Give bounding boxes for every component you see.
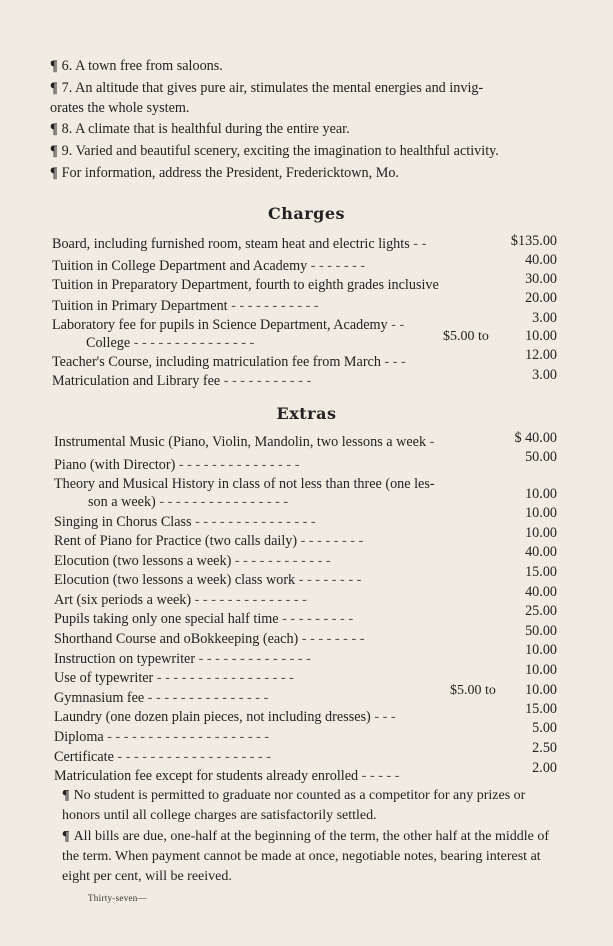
intro-line-2 (50, 80, 483, 97)
leader-dots: - - - (384, 354, 406, 370)
extra-label: Instrumental Music (Piano, Violin, Mandolin, two lessons a week (54, 434, 427, 450)
extras-row (54, 572, 361, 589)
extra-label: Theory and Musical History in class of not less than three (one les- (54, 476, 435, 492)
leader-dots: - - - - - - - - - - - - - - - (133, 335, 255, 351)
extras-row (54, 651, 311, 668)
paragraph-mark: ¶ (50, 58, 58, 74)
extras-row (54, 592, 307, 609)
extra-amount: 2.50 (532, 740, 557, 756)
paragraph-mark: ¶ (50, 165, 58, 181)
leader-dots: - - - - - - - - - - - - - - (194, 592, 307, 608)
paragraph-mark: ¶ (62, 788, 70, 803)
extra-amount: 40.00 (525, 544, 557, 560)
extra-amount: 5.00 (532, 720, 557, 736)
charge-label: Tuition in College Department and Academy (52, 258, 308, 274)
extra-range-start: $5.00 to (450, 683, 496, 698)
intro-text: For information, address the President, Fredericktown, Mo. (61, 165, 399, 181)
leader-dots: - - - - - - - (310, 258, 366, 274)
charges-row (52, 298, 319, 315)
extras-row (54, 749, 271, 766)
extra-label: Rent of Piano for Practice (two calls daily) (54, 533, 298, 549)
leader-dots: - - - - - - - - - - - - - - - - (159, 494, 289, 510)
paragraph-mark: ¶ (50, 121, 58, 137)
charge-label: Tuition in Preparatory Department, fourth to eighth grades inclusive (52, 277, 439, 293)
charge-range-start: $5.00 to (443, 329, 489, 344)
extra-label: Laundry (one dozen plain pieces, not including dresses) (54, 709, 371, 725)
extra-label: Elocution (two lessons a week) class work (54, 572, 296, 588)
charge-label: College (86, 335, 131, 351)
extras-row (88, 494, 288, 511)
extra-amount: 40.00 (525, 584, 557, 600)
leader-dots: - - - - - (361, 768, 400, 784)
intro-line-1 (50, 58, 223, 75)
extra-amount: 10.00 (525, 486, 557, 502)
extra-amount: 10.00 (525, 682, 557, 698)
charges-row (52, 317, 404, 334)
charges-row (86, 335, 254, 352)
extras-row (54, 434, 434, 451)
extras-row (54, 670, 294, 687)
extra-amount: 50.00 (525, 623, 557, 639)
extras-row (54, 553, 331, 570)
intro-line-5 (50, 143, 499, 160)
charge-amount: 10.00 (525, 328, 557, 344)
leader-dots: - - - - - - - - - - - - - - - (147, 690, 269, 706)
extra-amount: 25.00 (525, 603, 557, 619)
extras-row (54, 690, 268, 707)
extras-row (54, 631, 364, 648)
extra-label: Art (six periods a week) (54, 592, 192, 608)
leader-dots: - - (391, 317, 405, 333)
charge-label: Laboratory fee for pupils in Science Department, Academy (52, 317, 388, 333)
note-bills (62, 827, 562, 887)
leader-dots: - - - - - - - - - - - - - - (198, 651, 311, 667)
charges-row (52, 277, 439, 294)
note-graduation (62, 786, 562, 826)
leader-dots: - - - - - - - - - - - - - - - - - - - (117, 749, 272, 765)
charge-amount: 12.00 (525, 347, 557, 363)
leader-dots: - - - - - - - - (301, 631, 365, 647)
charge-label: Board, including furnished room, steam heat and electric lights (52, 236, 410, 252)
charge-amount: 40.00 (525, 252, 557, 268)
charge-label: Matriculation and Library fee (52, 373, 221, 389)
charges-row (52, 236, 426, 253)
leader-dots: - - - - - - - - - - - (231, 298, 319, 314)
paragraph-mark: ¶ (50, 80, 58, 96)
intro-line-3 (50, 100, 189, 117)
extra-label: Gymnasium fee (54, 690, 145, 706)
extra-amount: 15.00 (525, 564, 557, 580)
leader-dots: - (429, 434, 435, 450)
extras-row (54, 611, 353, 628)
charges-row (52, 258, 365, 275)
charges-row (52, 354, 406, 371)
intro-text: 8. A climate that is healthful during the entire year. (61, 121, 350, 137)
page-number: Thirty-seven— (88, 893, 147, 903)
extra-amount: 10.00 (525, 662, 557, 678)
extra-amount: 2.00 (532, 760, 557, 776)
leader-dots: - - - - - - - - - - - - - - - - - (156, 670, 294, 686)
extras-row (54, 476, 435, 493)
intro-text: 7. An altitude that gives pure air, stimulates the mental energies and invig- (61, 80, 484, 96)
extras-row (54, 709, 396, 726)
intro-line-4 (50, 121, 350, 138)
charge-label: Teacher's Course, including matriculation fee from March (52, 354, 381, 370)
intro-line-6 (50, 165, 399, 182)
extra-label: Piano (with Director) (54, 457, 176, 473)
charge-amount: 3.00 (532, 367, 557, 383)
extra-amount: $ 40.00 (514, 430, 557, 446)
extra-amount: 50.00 (525, 449, 557, 465)
charge-amount: 3.00 (532, 310, 557, 326)
charge-amount: 20.00 (525, 290, 557, 306)
charge-label: Tuition in Primary Department (52, 298, 228, 314)
leader-dots: - - - - - - - - - - - - - - - (195, 514, 316, 530)
note-text: No student is permitted to graduate nor counted as a competitor for any prizes or honors until all college charges are satisfactorily settled. (62, 788, 526, 823)
extras-heading: Extras (276, 404, 337, 423)
extra-label: Elocution (two lessons a week) (54, 553, 232, 569)
charges-row (52, 373, 311, 390)
charge-amount: $135.00 (510, 233, 557, 249)
charges-heading: Charges (267, 204, 346, 223)
extras-row (54, 768, 399, 785)
extra-label: Singing in Chorus Class (54, 514, 192, 530)
extra-label: son a week) (88, 494, 156, 510)
leader-dots: - - - - - - - - - - - - - - - (178, 457, 300, 473)
intro-text: 6. A town free from saloons. (61, 58, 223, 74)
leader-dots: - - - (374, 709, 396, 725)
extra-label: Matriculation fee except for students already enrolled (54, 768, 359, 784)
extra-label: Shorthand Course and oBokkeeping (each) (54, 631, 299, 647)
paragraph-mark: ¶ (62, 829, 70, 844)
extra-label: Use of typewriter (54, 670, 154, 686)
leader-dots: - - - - - - - - - (282, 611, 354, 627)
leader-dots: - - - - - - - - - - - (223, 373, 312, 389)
extra-label: Diploma (54, 729, 104, 745)
leader-dots: - - - - - - - - - - - - - - - - - - - - (107, 729, 270, 745)
intro-text: orates the whole system. (50, 100, 190, 116)
extra-label: Pupils taking only one special half time (54, 611, 279, 627)
extras-row (54, 729, 269, 746)
charge-amount: 30.00 (525, 271, 557, 287)
extra-amount: 10.00 (525, 525, 557, 541)
extras-row (54, 533, 363, 550)
extra-amount: 10.00 (525, 642, 557, 658)
paragraph-mark: ¶ (50, 143, 58, 159)
extra-amount: 15.00 (525, 701, 557, 717)
note-text: All bills are due, one-half at the beginning of the term, the other half at the middle of the term. When payment cannot be made at once, negotiable notes, bearing interest at eight per cent, will be reeived. (62, 829, 550, 884)
intro-text: 9. Varied and beautiful scenery, exciting the imagination to healthful activity. (61, 143, 499, 159)
leader-dots: - - - - - - - - (298, 572, 362, 588)
leader-dots: - - - - - - - - (300, 533, 364, 549)
leader-dots: - - (413, 236, 427, 252)
extras-row (54, 457, 299, 474)
leader-dots: - - - - - - - - - - - - (234, 553, 331, 569)
extras-row (54, 514, 316, 531)
extra-amount: 10.00 (525, 505, 557, 521)
extra-label: Certificate (54, 749, 114, 765)
extra-label: Instruction on typewriter (54, 651, 196, 667)
